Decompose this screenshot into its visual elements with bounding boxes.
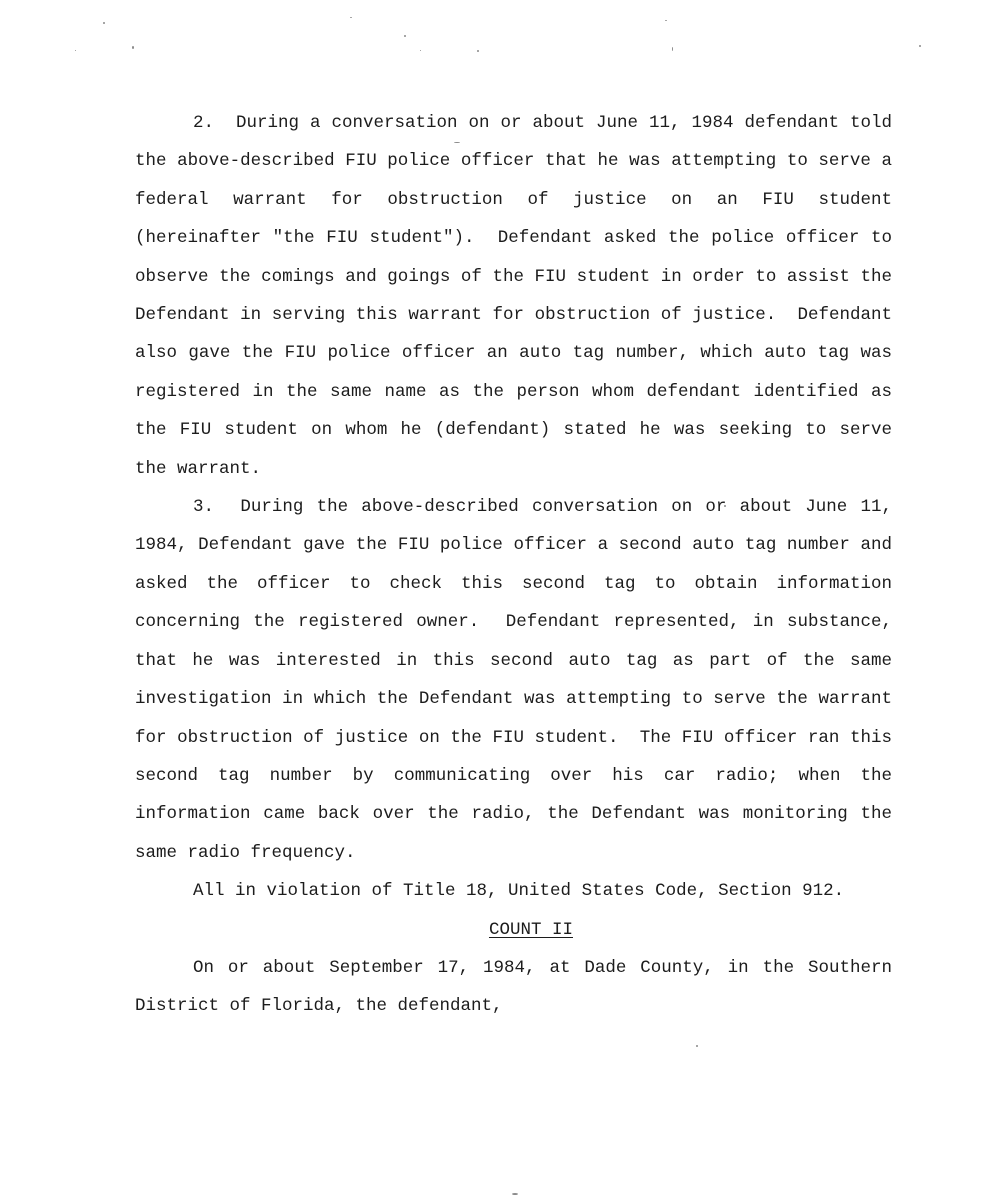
paragraph-3: 3. During the above-described conversation on or about June 11, 1984, Defendant gave the FIU police officer a second auto tag number and asked the officer to check this second tag to obtain information concerning the registered owner. Defendant represented, in substance, that he was interested in this second auto tag as part of the same investigation in which the Defendant was attempting to serve the warrant for obstruction of justice on the FIU student. The FIU officer ran this second tag number by communicating over his car radio; when the information came back over the radio, the Defendant was monitoring the same radio frequency. [135,497,892,863]
violation-statement: All in violation of Title 18, United States Code, Section 912. [193,881,845,902]
count-heading: COUNT II [488,919,573,940]
count-opening-paragraph: On or about September 17, 1984, at Dade County, in the Southern District of Florida, the defendant, [135,957,892,1017]
document-body [135,104,892,1026]
paragraph-2: 2. During a conversation on or about June 11, 1984 defendant told the above-described FIU police officer that he was attempting to serve a federal warrant for obstruction of justice on an FIU student (hereinafter "the FIU student"). Defendant asked the police officer to observe the comings and goings of the FIU student in order to assist the Defendant in serving this warrant for obstruction of justice. Defendant also gave the FIU police officer an auto tag number, which auto tag was registered in the same name as the person whom defendant identified as the FIU student on whom he (defendant) stated he was seeking to serve the warrant. [135,113,892,479]
